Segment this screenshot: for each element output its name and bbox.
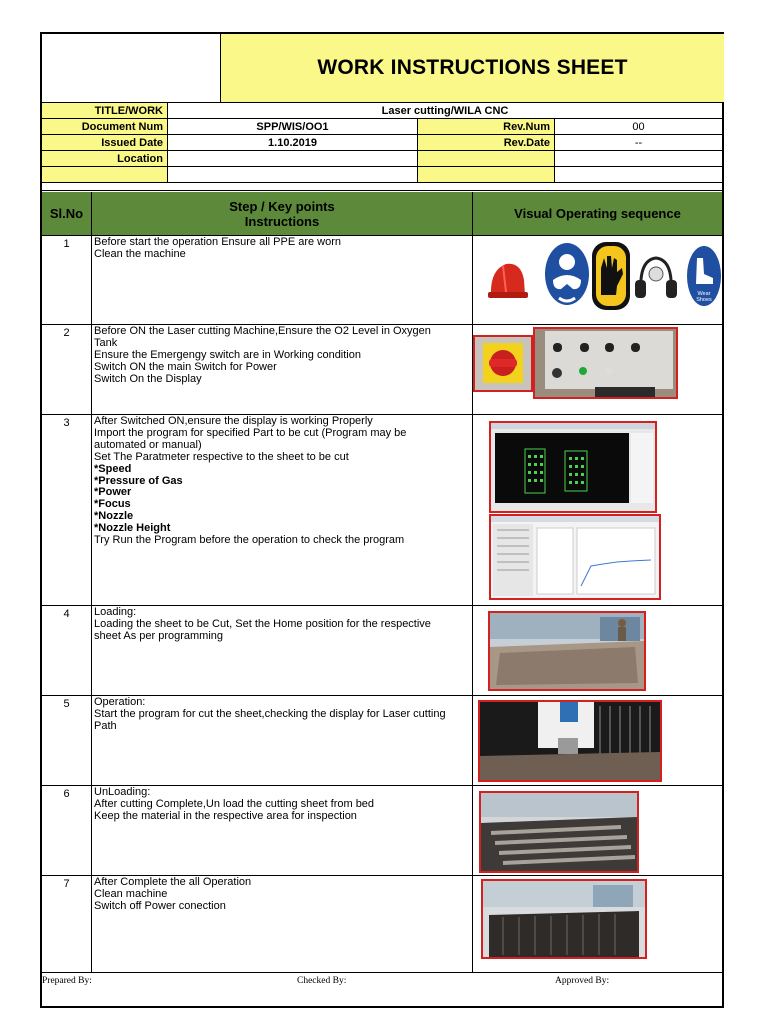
table-row: [42, 786, 722, 876]
col-header-instructions: Step / Key points Instructions: [92, 192, 473, 236]
signature-footer: [42, 974, 722, 1006]
instruction-line: sheet As per programming: [94, 629, 224, 642]
instruction-line: *Nozzle: [94, 510, 134, 523]
table-row: [42, 415, 722, 606]
instruction-line: Operation:: [94, 696, 146, 708]
visual-cell: [473, 786, 722, 875]
blank-value-cell: [168, 167, 418, 183]
instruction-line: Keep the material in the respective area for inspection: [94, 809, 357, 822]
ppe-icons: [473, 240, 722, 312]
visual-cell: [473, 876, 722, 972]
loading-sheet-photo: [488, 611, 646, 691]
table-row: [42, 236, 722, 325]
instruction-line: *Nozzle Height: [94, 522, 171, 535]
instruction-line: Set The Paratmeter respective to the sheet to be cut: [94, 450, 349, 463]
visual-cell: [473, 325, 722, 414]
table-row: [42, 606, 722, 696]
issued-date-label: Issued Date: [42, 135, 168, 151]
control-panel-photo: [533, 327, 678, 399]
instruction-line: Switch off Power conection: [94, 899, 226, 912]
prepared-by-label: Prepared By:: [42, 976, 92, 986]
ppe-shoes-text-2: Shoes: [696, 297, 712, 303]
table-row: [42, 325, 722, 415]
instruction-line: Clean the machine: [94, 247, 186, 260]
title-work-value: Laser cutting/WILA CNC: [168, 103, 722, 119]
instruction-line: Switch ON the main Switch for Power: [94, 360, 277, 373]
laser-operation-photo: [478, 700, 662, 782]
row-number: 3: [42, 415, 92, 605]
blank-yellow-cell: [418, 167, 555, 183]
helmet-icon: [488, 264, 528, 298]
emergency-switch-photo: [473, 335, 533, 392]
instruction-line: Clean machine: [94, 887, 168, 900]
visual-cell: [473, 606, 722, 695]
parameter-screen-photo: [489, 514, 661, 600]
row-number: 6: [42, 786, 92, 875]
rev-date-label: Rev.Date: [418, 135, 555, 151]
ppe-shoes-text-1: Wear: [697, 291, 711, 297]
step-instructions: [92, 696, 473, 785]
work-instruction-sheet: [40, 32, 724, 1008]
instruction-line: *Speed: [94, 462, 132, 475]
instruction-line: UnLoading:: [94, 786, 151, 798]
ear-muffs-icon: [635, 258, 677, 298]
instruction-line: After Complete the all Operation: [94, 876, 252, 888]
instruction-line: Before ON the Laser cutting Machine,Ensure the O2 Level in Oxygen: [94, 325, 431, 337]
row-number: 2: [42, 325, 92, 414]
step-instructions: [92, 236, 473, 324]
sheet-title: WORK INSTRUCTIONS SHEET: [317, 56, 628, 79]
instruction-line: Loading:: [94, 606, 137, 618]
rev-date-value: --: [555, 135, 722, 151]
col-header-visual: Visual Operating sequence: [473, 192, 722, 236]
issued-date-value: 1.10.2019: [168, 135, 418, 151]
visual-cell: [473, 696, 722, 785]
step-instructions: [92, 325, 473, 414]
instruction-line: Before start the operation Ensure all PPE are worn: [94, 236, 342, 248]
blank-cell: [555, 167, 722, 183]
blank-label-cell: [42, 167, 168, 183]
instruction-line: Ensure the Emergengy switch are in Working condition: [94, 348, 361, 361]
goggles-icon: [545, 243, 589, 305]
title-work-label: TITLE/WORK: [42, 103, 168, 119]
instruction-line: Try Run the Program before the operation to check the program: [94, 534, 405, 547]
instruction-line: Start the program for cut the sheet,checking the display for Laser cutting: [94, 707, 446, 720]
location-label: Location: [42, 151, 168, 167]
visual-cell: [473, 415, 722, 605]
step-instructions: [92, 786, 473, 875]
rev-num-label: Rev.Num: [418, 119, 555, 135]
program-display-photo: [489, 421, 657, 513]
logo-placeholder: [42, 34, 221, 102]
approved-by-label: Approved By:: [555, 976, 610, 986]
instruction-line: Tank: [94, 336, 118, 349]
safety-shoes-icon: [687, 246, 721, 306]
instruction-line: *Focus: [94, 498, 131, 511]
instruction-line: Switch On the Display: [94, 372, 202, 385]
step-instructions: [92, 876, 473, 972]
instruction-line: After Switched ON,ensure the display is working Properly: [94, 415, 373, 427]
visual-cell: [473, 236, 722, 324]
table-row: [42, 696, 722, 786]
checked-by-label: Checked By:: [297, 976, 347, 986]
row-number: 1: [42, 236, 92, 324]
location-value: [168, 151, 418, 167]
instruction-line: Import the program for specified Part to be cut (Program may be: [94, 426, 407, 439]
step-instructions: [92, 606, 473, 695]
instruction-line: automated or manual): [94, 438, 202, 451]
location-yellow-cell: [418, 151, 555, 167]
title-band: [221, 34, 724, 102]
unloading-photo: [479, 791, 639, 873]
instruction-line: Loading the sheet to be Cut, Set the Home position for the respective: [94, 617, 431, 630]
gloves-icon: [592, 242, 630, 310]
document-num-label: Document Num: [42, 119, 168, 135]
instruction-line: After cutting Complete,Un load the cutting sheet from bed: [94, 797, 375, 810]
clean-machine-photo: [481, 879, 647, 959]
location-blank-cell: [555, 151, 722, 167]
instruction-line: *Power: [94, 486, 132, 499]
rev-num-value: 00: [555, 119, 722, 135]
instruction-line: *Pressure of Gas: [94, 474, 183, 487]
instruction-line: Path: [94, 719, 117, 732]
step-instructions: [92, 415, 473, 605]
document-num-value: SPP/WIS/OO1: [168, 119, 418, 135]
row-number: 4: [42, 606, 92, 695]
row-number: 7: [42, 876, 92, 972]
col-header-slno: Sl.No: [42, 192, 92, 236]
table-row: [42, 876, 722, 973]
row-number: 5: [42, 696, 92, 785]
